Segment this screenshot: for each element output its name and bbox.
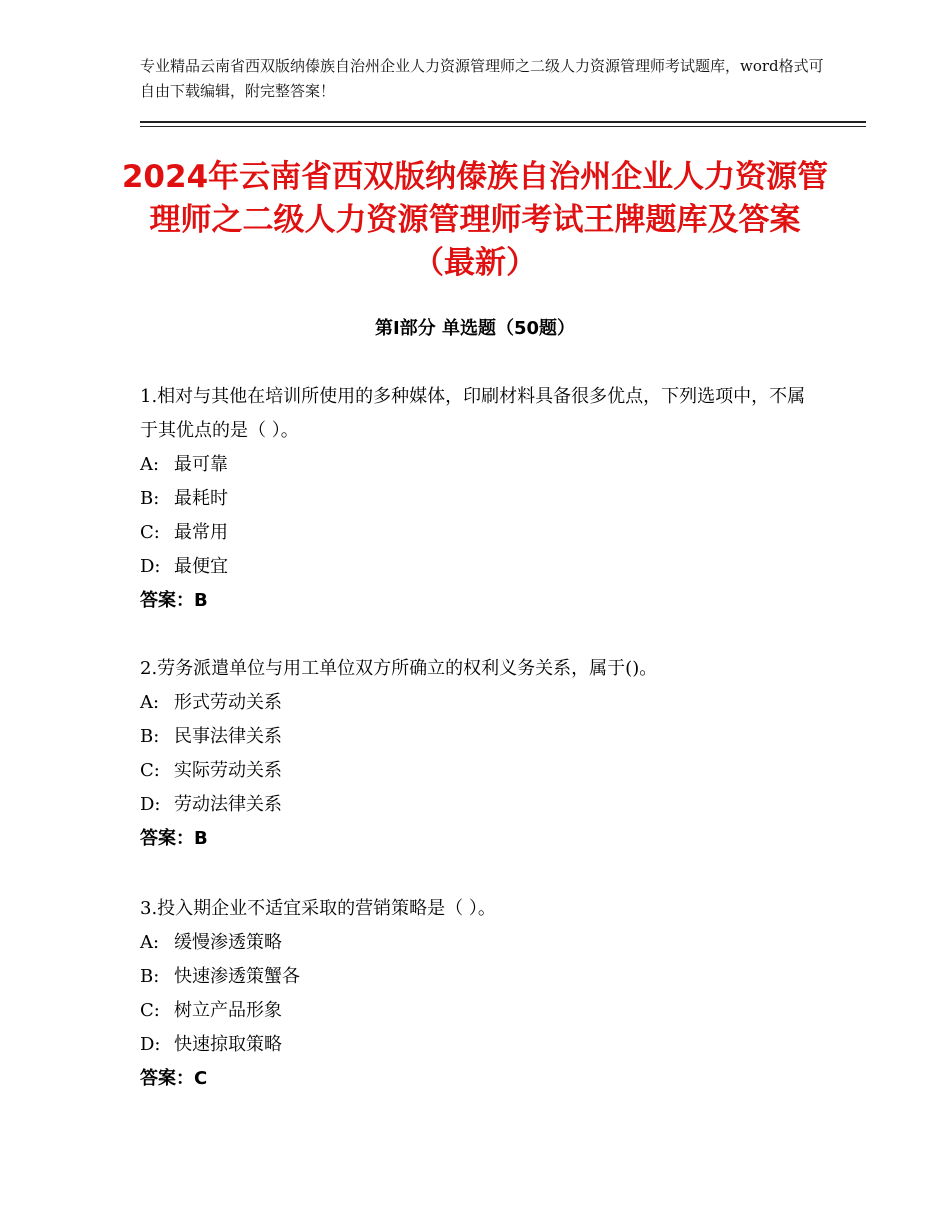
option-letter: A: xyxy=(140,692,160,713)
option-letter: B: xyxy=(140,726,160,747)
answer: 答案：B xyxy=(140,590,208,611)
document-header xyxy=(140,54,830,104)
option-letter: A: xyxy=(140,932,160,953)
option-b xyxy=(140,482,820,516)
question-text: 3.投入期企业不适宜采取的营销策略是（ ）。 xyxy=(140,898,496,919)
option-a xyxy=(140,448,820,482)
option-letter: C: xyxy=(140,760,160,781)
option-c xyxy=(140,994,820,1028)
option-c xyxy=(140,754,820,788)
option-text: 树立产品形象 xyxy=(174,1000,282,1021)
question-text: 1.相对与其他在培训所使用的多种媒体，印刷材料具备很多优点，下列选项中，不属于其优点的是（ ）。 xyxy=(140,386,806,441)
option-b xyxy=(140,720,820,754)
answer: 答案：C xyxy=(140,1068,208,1089)
question-3 xyxy=(140,892,820,1096)
option-letter: B: xyxy=(140,966,160,987)
option-text: 最常用 xyxy=(174,522,228,543)
option-text: 实际劳动关系 xyxy=(174,760,282,781)
option-letter: D: xyxy=(140,794,161,815)
option-c xyxy=(140,516,820,550)
option-letter: D: xyxy=(140,1034,161,1055)
option-d xyxy=(140,550,820,584)
option-a xyxy=(140,926,820,960)
option-text: 最便宜 xyxy=(174,556,228,577)
option-text: 形式劳动关系 xyxy=(174,692,282,713)
option-text: 最耗时 xyxy=(174,488,228,509)
question-1 xyxy=(140,380,820,618)
option-d xyxy=(140,1028,820,1062)
document-title: 2024年云南省西双版纳傣族自治州企业人力资源管理师之二级人力资源管理师考试王牌题库及答案（最新） xyxy=(121,159,829,281)
option-b xyxy=(140,960,820,994)
option-letter: D: xyxy=(140,556,161,577)
option-letter: C: xyxy=(140,1000,160,1021)
answer: 答案：B xyxy=(140,828,208,849)
option-letter: B: xyxy=(140,488,160,509)
option-text: 快速掠取策略 xyxy=(174,1034,282,1055)
option-text: 缓慢渗透策略 xyxy=(174,932,282,953)
question-2 xyxy=(140,652,820,856)
question-text: 2.劳务派遣单位与用工单位双方所确立的权利义务关系，属于()。 xyxy=(140,658,658,679)
option-text: 快速渗透策蟹各 xyxy=(174,966,300,987)
header-text: 专业精品云南省西双版纳傣族自治州企业人力资源管理师之二级人力资源管理师考试题库，word格式可自由下载编辑，附完整答案！ xyxy=(140,57,824,100)
section-heading: 第Ⅰ部分 单选题（50题） xyxy=(374,318,575,339)
option-d xyxy=(140,788,820,822)
option-text: 民事法律关系 xyxy=(174,726,282,747)
header-rule-thin xyxy=(140,126,866,127)
header-rule-thick xyxy=(140,121,866,123)
option-letter: A: xyxy=(140,454,160,475)
option-a xyxy=(140,686,820,720)
option-text: 最可靠 xyxy=(174,454,228,475)
option-text: 劳动法律关系 xyxy=(174,794,282,815)
option-letter: C: xyxy=(140,522,160,543)
